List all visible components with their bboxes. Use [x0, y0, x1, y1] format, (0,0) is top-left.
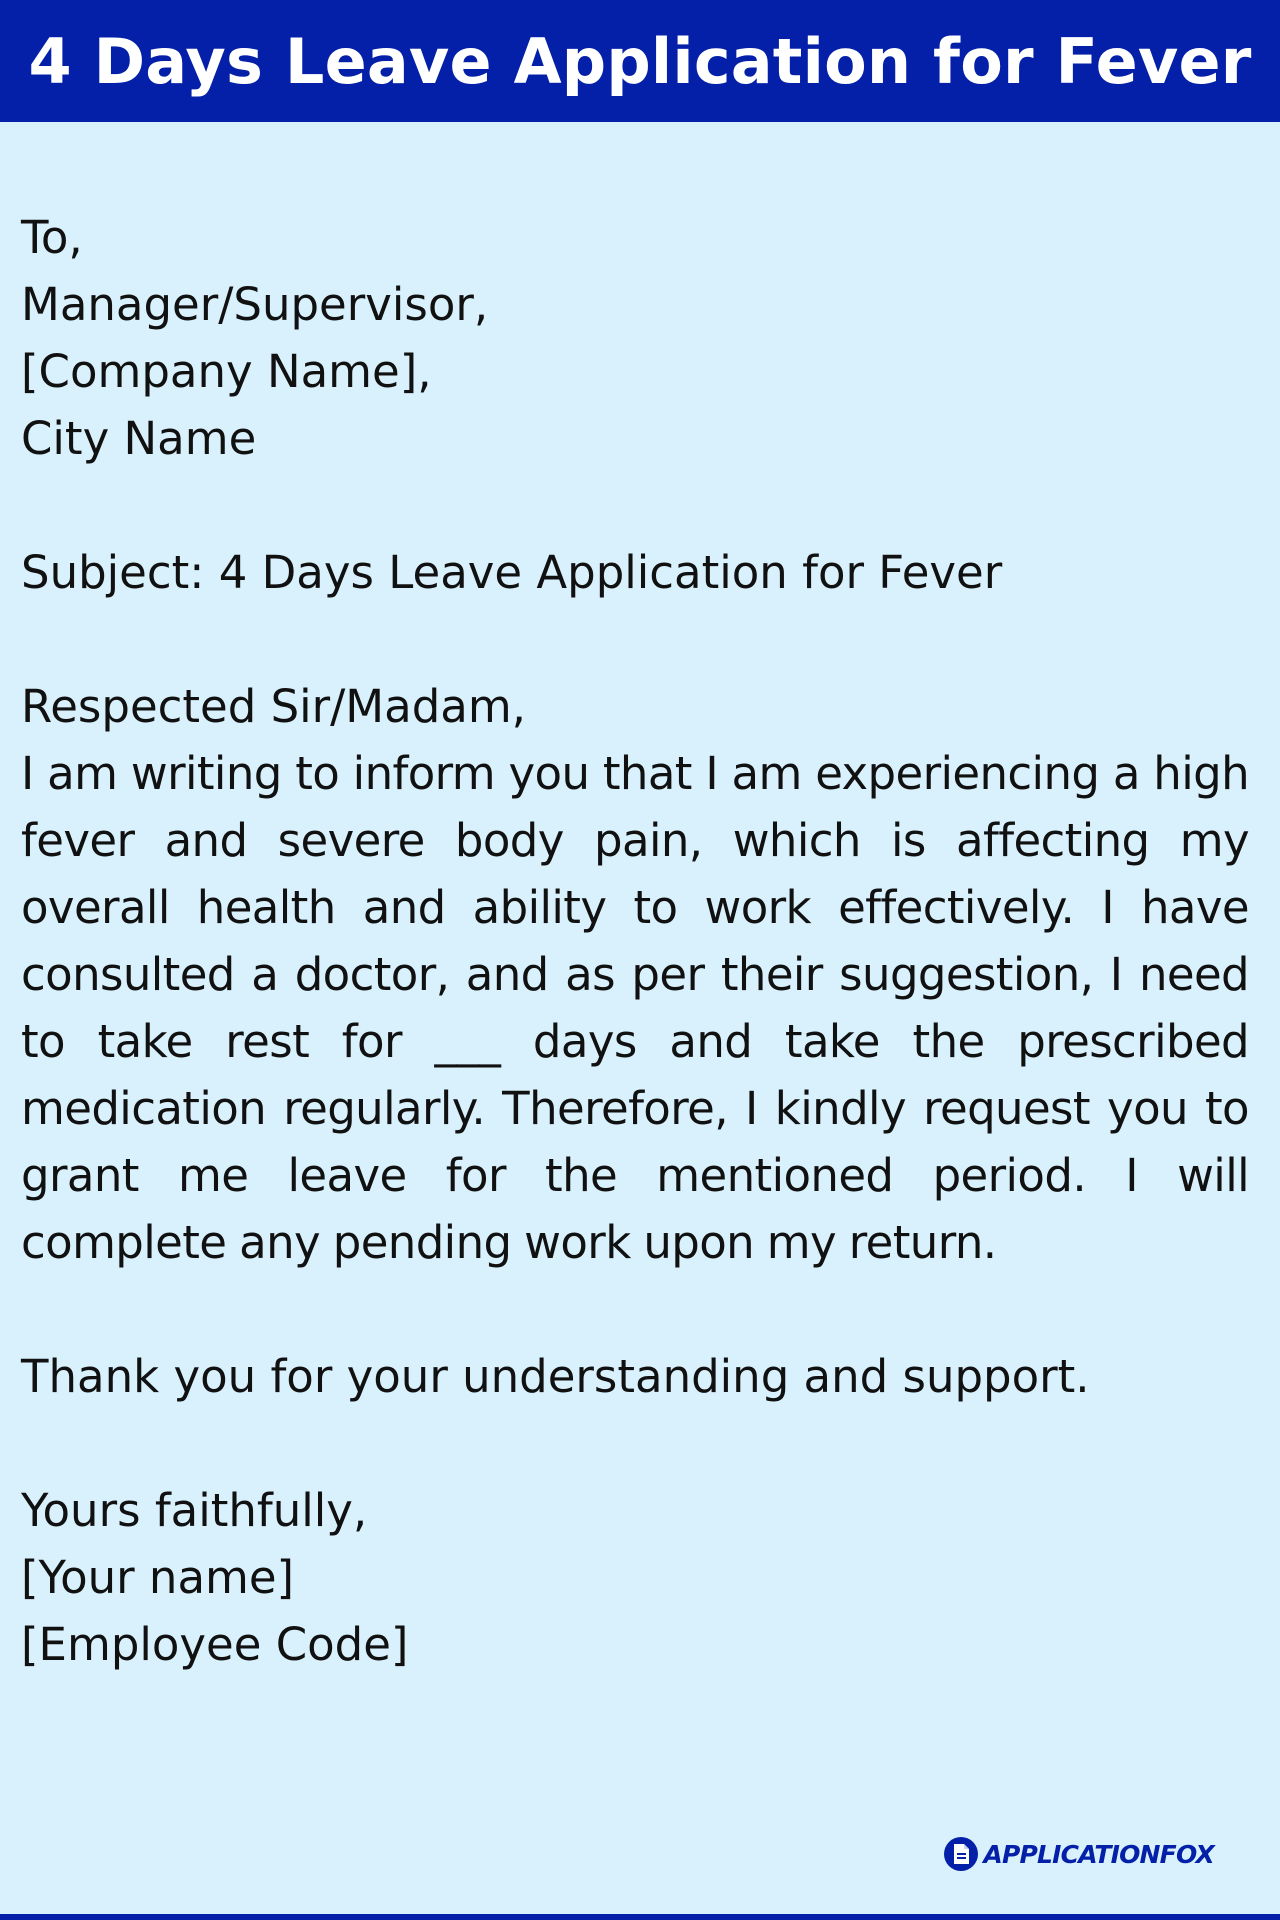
sender-name: [Your name]: [21, 1551, 295, 1604]
letter-body: [21, 204, 1249, 1678]
recipient-to: To,: [21, 211, 83, 264]
logo-wordmark: APPLICATIONFOX: [983, 1839, 1214, 1869]
recipient-city: City Name: [21, 412, 257, 465]
employee-code: [Employee Code]: [21, 1618, 409, 1671]
recipient-company: [Company Name],: [21, 345, 432, 398]
applicationfox-logo: [943, 1836, 1214, 1872]
page-title: 4 Days Leave Application for Fever: [28, 24, 1252, 98]
spacer: [21, 606, 1249, 673]
bottom-border: [0, 1914, 1280, 1920]
spacer: [21, 472, 1249, 539]
title-banner: [0, 0, 1280, 122]
body-paragraph: I am writing to inform you that I am experiencing a high fever and severe body pain, which is affecting my overall health and ability to work effectively. I have consulted a doctor, and as per their suggestion, I need to take rest for ___ days and take the prescribed medication regularly. Therefore, I kindly request you to grant me leave for the mentioned period. I will complete any pending work upon my return.: [21, 747, 1249, 1269]
spacer: [21, 1276, 1249, 1343]
spacer: [21, 1410, 1249, 1477]
recipient-role: Manager/Supervisor,: [21, 278, 489, 331]
document-icon: [943, 1836, 979, 1872]
thanks-line: Thank you for your understanding and support.: [21, 1350, 1090, 1403]
salutation: Respected Sir/Madam,: [21, 680, 526, 733]
closing-line: Yours faithfully,: [21, 1484, 368, 1537]
subject-line: Subject: 4 Days Leave Application for Fever: [21, 546, 1003, 599]
